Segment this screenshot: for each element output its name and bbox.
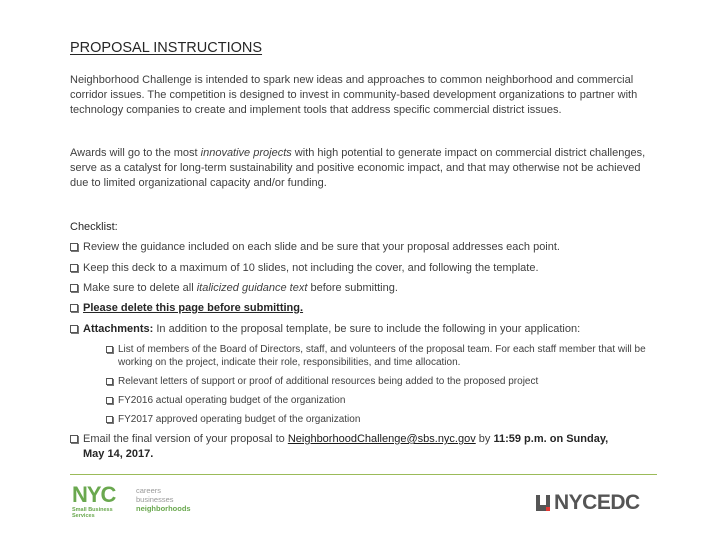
- checklist-item-text: Keep this deck to a maximum of 10 slides, not including the cover, and following the template.: [83, 262, 539, 274]
- attachments-label: Attachments:: [83, 323, 154, 335]
- checklist-item: [70, 261, 539, 276]
- checkbox-icon: [106, 346, 113, 353]
- item3-italic: italicized guidance text: [196, 282, 308, 294]
- awards-text-end: with high potential to generate impact on commercial district challenges, serve as a catalyst for long-term sustainability and positive economic impact, and that may otherwise not be achieved due to limited organizational capacity and/or funding.: [70, 147, 646, 189]
- nycedc-logo: [536, 491, 640, 515]
- checklist-item: [70, 301, 303, 316]
- nyc-sbs-logo: [72, 482, 132, 519]
- checkbox-icon: [70, 304, 78, 312]
- checklist-label: Checklist:: [70, 221, 118, 233]
- checklist-item-text: [83, 432, 630, 462]
- sbs-logo-text: Small Business Services: [72, 507, 113, 519]
- sub-item-text: Relevant letters of support or proof of additional resources being added to the proposed project: [118, 376, 539, 387]
- nycedc-logo-text: NYCEDC: [554, 491, 640, 514]
- email-text-start: Email the final version of your proposal to: [83, 433, 288, 445]
- sub-checklist-item: [106, 343, 666, 369]
- checkbox-icon: [70, 264, 78, 272]
- checkbox-icon: [106, 397, 113, 404]
- sub-item-text: FY2016 actual operating budget of the organization: [118, 395, 346, 406]
- sub-checklist-item: [106, 375, 666, 388]
- awards-paragraph: [70, 146, 650, 191]
- checklist-item: [70, 281, 398, 296]
- sub-item-text: List of members of the Board of Directors, staff, and volunteers of the proposal team. For each staff member that will be working on the project, indicate their role, responsibilities, and time allocation.: [118, 344, 646, 368]
- checklist-item: [70, 240, 560, 255]
- checklist-item-text: Review the guidance included on each slide and be sure that your proposal addresses each point.: [83, 241, 560, 253]
- sub-checklist-item: [106, 394, 666, 407]
- deadline-text: 11:59 p.m. on Sunday, May 14, 2017.: [83, 433, 609, 460]
- checkbox-icon: [106, 416, 113, 423]
- checklist-item: [70, 322, 580, 337]
- tagline-careers: careers: [136, 486, 162, 495]
- tagline-businesses: businesses: [136, 495, 174, 504]
- email-link[interactable]: NeighborhoodChallenge@sbs.nyc.gov: [287, 433, 476, 445]
- tagline-neighborhoods: neighborhoods: [136, 504, 191, 513]
- footer-divider: [70, 474, 657, 475]
- checkbox-icon: [70, 325, 78, 333]
- nycedc-icon: [536, 495, 550, 511]
- checklist-item-text: [83, 322, 580, 337]
- nyc-logo-mark: NYC: [72, 482, 116, 507]
- item3-start: Make sure to delete all: [83, 282, 197, 294]
- checkbox-icon: [106, 378, 113, 385]
- checkbox-icon: [70, 435, 78, 443]
- sub-item-text: FY2017 approved operating budget of the organization: [118, 414, 361, 425]
- checklist-item-text: [83, 281, 398, 296]
- item3-end: before submitting.: [307, 282, 398, 294]
- checkbox-icon: [70, 243, 78, 251]
- checklist-item: [70, 432, 630, 462]
- awards-italic: innovative projects: [200, 147, 292, 159]
- sbs-tagline: [136, 486, 191, 513]
- intro-paragraph: Neighborhood Challenge is intended to spark new ideas and approaches to common neighborhood and commercial corridor issues. The competition is designed to invest in community-based development organizations to partner with technology companies to create and implement tools that address specific commercial district issues.: [70, 74, 638, 116]
- checklist-item-text: Please delete this page before submitting.: [83, 302, 304, 314]
- sub-checklist-item: [106, 413, 666, 426]
- email-text-middle: by: [475, 433, 494, 445]
- awards-text-start: Awards will go to the most: [70, 147, 201, 159]
- attachments-text: In addition to the proposal template, be sure to include the following in your application:: [153, 323, 581, 335]
- page-title: PROPOSAL INSTRUCTIONS: [70, 40, 263, 56]
- checkbox-icon: [70, 284, 78, 292]
